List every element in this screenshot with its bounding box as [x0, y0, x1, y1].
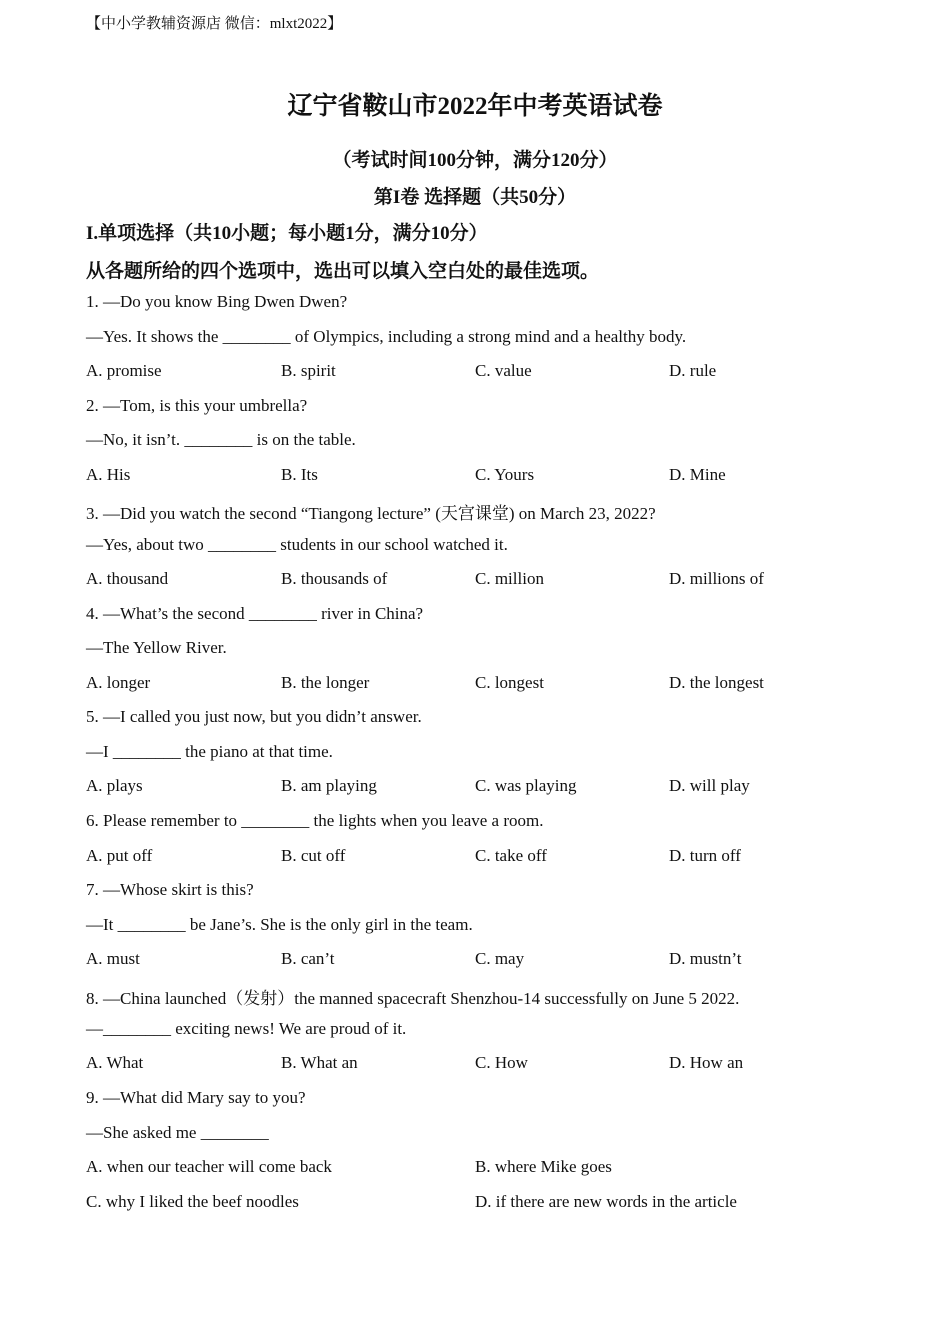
question-1-line-2: —Yes. It shows the ________ of Olympics, including a strong mind and a healthy body. — [86, 327, 687, 346]
question-4-option-a: A. longer — [86, 673, 151, 692]
question-7-option-c: C. may — [475, 949, 525, 968]
section-title: I.单项选择（共10小题；每小题1分，满分10分） — [86, 223, 488, 244]
question-6-option-b: B. cut off — [281, 846, 346, 865]
part-title: 第I卷 选择题（共50分） — [373, 187, 577, 208]
question-8-option-d: D. How an — [669, 1053, 744, 1072]
question-5-option-d: D. will play — [669, 776, 750, 795]
question-7-option-b: B. can’t — [281, 949, 335, 968]
question-2-option-a: A. His — [86, 465, 131, 484]
question-3-option-c: C. million — [475, 569, 544, 588]
question-8-option-a: A. What — [86, 1053, 144, 1072]
question-6-option-a: A. put off — [86, 846, 153, 865]
question-4-line-2: —The Yellow River. — [86, 638, 227, 657]
question-1-option-d: D. rule — [669, 361, 717, 380]
question-3-option-a: A. thousand — [86, 569, 169, 588]
question-6-option-d: D. turn off — [669, 846, 741, 865]
question-1-option-b: B. spirit — [281, 361, 336, 380]
question-4-option-d: D. the longest — [669, 673, 764, 692]
exam-info: （考试时间100分钟，满分120分） — [332, 150, 618, 171]
question-9-option-c: C. why I liked the beef noodles — [86, 1192, 299, 1211]
question-2-option-c: C. Yours — [475, 465, 535, 484]
question-4-option-b: B. the longer — [281, 673, 370, 692]
question-5-line-1: 5. —I called you just now, but you didn’t answer. — [86, 707, 422, 726]
question-3-line-2: —Yes, about two ________ students in our school watched it. — [86, 535, 508, 554]
question-1-line-1: 1. —Do you know Bing Dwen Dwen? — [86, 292, 348, 311]
question-2-line-1: 2. —Tom, is this your umbrella? — [86, 396, 308, 415]
question-8-line-1: 8. —China launched（发射）the manned spacecraft Shenzhou-14 successfully on June 5 2022. — [86, 989, 740, 1008]
question-3-line-1: 3. —Did you watch the second “Tiangong lecture” (天宫课堂) on March 23, 2022? — [86, 504, 656, 523]
question-5-option-a: A. plays — [86, 776, 143, 795]
question-2-option-b: B. Its — [281, 465, 318, 484]
question-6-line-1: 6. Please remember to ________ the lights when you leave a room. — [86, 811, 544, 830]
question-5-line-2: —I ________ the piano at that time. — [86, 742, 333, 761]
question-8-line-2: —________ exciting news! We are proud of it. — [86, 1019, 407, 1038]
question-7-line-2: —It ________ be Jane’s. She is the only girl in the team. — [86, 915, 473, 934]
question-9-line-2: —She asked me ________ — [86, 1123, 269, 1142]
question-2-option-d: D. Mine — [669, 465, 726, 484]
question-9-line-1: 9. —What did Mary say to you? — [86, 1088, 306, 1107]
question-5-option-b: B. am playing — [281, 776, 377, 795]
question-8-option-b: B. What an — [281, 1053, 358, 1072]
instruction: 从各题所给的四个选项中，选出可以填入空白处的最佳选项。 — [86, 261, 600, 282]
question-4-option-c: C. longest — [475, 673, 544, 692]
question-3-option-d: D. millions of — [669, 569, 764, 588]
question-3-option-b: B. thousands of — [281, 569, 388, 588]
question-7-option-d: D. mustn’t — [669, 949, 742, 968]
watermark: 【中小学教辅资源店 微信：mlxt2022】 — [86, 16, 343, 32]
question-1-option-c: C. value — [475, 361, 532, 380]
question-1-option-a: A. promise — [86, 361, 162, 380]
question-8-option-c: C. How — [475, 1053, 528, 1072]
page-title: 辽宁省鞍山市2022年中考英语试卷 — [287, 93, 663, 120]
question-9-option-a: A. when our teacher will come back — [86, 1157, 332, 1176]
question-7-line-1: 7. —Whose skirt is this? — [86, 880, 254, 899]
question-7-option-a: A. must — [86, 949, 140, 968]
question-5-option-c: C. was playing — [475, 776, 577, 795]
question-6-option-c: C. take off — [475, 846, 547, 865]
question-4-line-1: 4. —What’s the second ________ river in China? — [86, 604, 424, 623]
question-9-option-b: B. where Mike goes — [475, 1157, 612, 1176]
question-2-line-2: —No, it isn’t. ________ is on the table. — [86, 430, 356, 449]
question-9-option-d: D. if there are new words in the article — [475, 1192, 737, 1211]
